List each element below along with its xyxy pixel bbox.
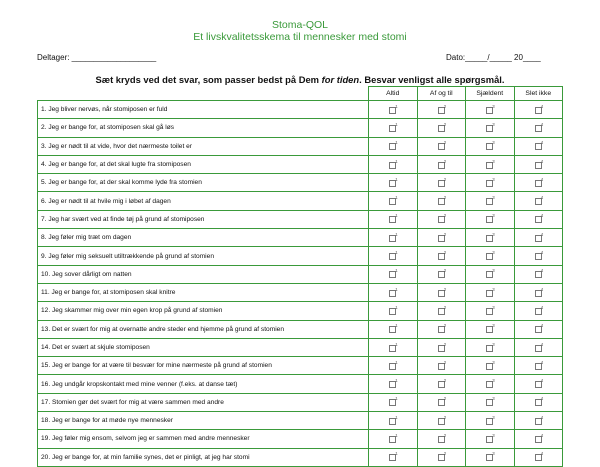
answer-checkbox[interactable]	[389, 432, 398, 443]
answer-checkbox[interactable]	[438, 103, 447, 114]
table-header-row	[38, 87, 563, 101]
question-text: 5. Jeg er bange for, at der skal komme lyde fra stomien	[38, 174, 369, 192]
table-row	[38, 192, 563, 210]
answer-cell-altid	[369, 448, 418, 466]
answer-cell-af-og-til	[417, 155, 466, 173]
answer-cell-sjaeldent	[466, 137, 515, 155]
answer-checkbox[interactable]	[438, 195, 447, 205]
question-text: 11. Jeg er bange for, at stomiposen skal knitre	[38, 283, 369, 301]
option-code: 2	[443, 140, 447, 146]
option-code: 4	[540, 231, 544, 237]
answer-checkbox[interactable]	[535, 121, 544, 132]
option-code: 1	[395, 195, 398, 201]
option-code: 3	[492, 250, 495, 256]
form-title: Stoma-QOL	[271, 19, 329, 31]
answer-cell-sjaeldent	[466, 448, 515, 466]
option-code: 3	[492, 378, 495, 384]
answer-cell-sjaeldent	[466, 210, 515, 228]
answer-cell-slet-ikke	[514, 320, 563, 338]
answer-cell-altid	[369, 357, 418, 375]
table-row	[38, 357, 563, 375]
option-code: 4	[540, 323, 544, 329]
answer-cell-slet-ikke	[514, 247, 563, 265]
answer-cell-sjaeldent	[466, 375, 515, 393]
answer-cell-af-og-til	[417, 302, 466, 320]
answer-checkbox[interactable]	[535, 158, 544, 169]
answer-cell-af-og-til	[417, 247, 466, 265]
answer-checkbox[interactable]	[486, 378, 495, 388]
option-code: 4	[540, 396, 544, 402]
option-code: 3	[492, 140, 495, 146]
answer-cell-slet-ikke	[514, 155, 563, 173]
answer-cell-slet-ikke	[514, 393, 563, 411]
option-code: 4	[540, 414, 544, 420]
answer-checkbox[interactable]	[389, 359, 398, 370]
answer-cell-sjaeldent	[466, 338, 515, 356]
option-code: 2	[443, 231, 447, 237]
answer-cell-altid	[369, 247, 418, 265]
answer-cell-altid	[369, 375, 418, 393]
answer-cell-altid	[369, 155, 418, 173]
table-row	[38, 155, 563, 173]
answer-cell-altid	[369, 393, 418, 411]
form-subtitle: Et livskvalitetsskema til mennesker med stomi	[193, 31, 407, 43]
answer-checkbox[interactable]	[389, 378, 398, 388]
option-code: 3	[492, 451, 495, 457]
table-row	[38, 283, 563, 301]
table-row	[38, 174, 563, 192]
option-code: 1	[395, 140, 398, 146]
answer-checkbox[interactable]	[535, 286, 544, 297]
answer-checkbox[interactable]	[535, 451, 544, 461]
option-code: 1	[395, 231, 398, 237]
answer-cell-af-og-til	[417, 283, 466, 301]
answer-cell-af-og-til	[417, 265, 466, 283]
answer-checkbox[interactable]	[486, 286, 495, 297]
answer-cell-altid	[369, 412, 418, 430]
answer-checkbox[interactable]	[486, 323, 495, 333]
answer-cell-sjaeldent	[466, 247, 515, 265]
answer-cell-slet-ikke	[514, 430, 563, 448]
question-column-header	[38, 87, 369, 101]
answer-checkbox[interactable]	[438, 341, 447, 352]
answer-checkbox[interactable]	[389, 451, 398, 461]
date-field[interactable]: Dato:_____/_____ 20____	[446, 53, 541, 62]
answer-checkbox[interactable]	[486, 250, 495, 260]
answer-cell-sjaeldent	[466, 174, 515, 192]
answer-cell-af-og-til	[417, 101, 466, 119]
option-code: 3	[492, 323, 495, 329]
answer-cell-altid	[369, 283, 418, 301]
option-code: 4	[540, 378, 544, 384]
answer-checkbox[interactable]	[535, 250, 544, 260]
answer-cell-altid	[369, 174, 418, 192]
option-code: 3	[492, 359, 495, 365]
answer-checkbox[interactable]	[438, 323, 447, 333]
answer-checkbox[interactable]	[389, 323, 398, 333]
option-code: 2	[443, 268, 447, 274]
answer-checkbox[interactable]	[535, 432, 544, 443]
table-row	[38, 320, 563, 338]
option-header-sjaeldent: Sjældent	[466, 87, 515, 101]
option-code: 3	[492, 286, 495, 292]
option-code: 2	[443, 359, 447, 365]
option-code: 3	[492, 121, 495, 127]
answer-checkbox[interactable]	[438, 304, 447, 315]
answer-cell-af-og-til	[417, 448, 466, 466]
answer-cell-slet-ikke	[514, 283, 563, 301]
option-code: 1	[395, 323, 398, 329]
instruction-emphasis: for tiden	[321, 74, 360, 85]
answer-cell-sjaeldent	[466, 265, 515, 283]
answer-checkbox[interactable]	[535, 359, 544, 370]
answer-cell-altid	[369, 137, 418, 155]
answer-checkbox[interactable]	[535, 396, 544, 406]
answer-cell-af-og-til	[417, 412, 466, 430]
answer-checkbox[interactable]	[389, 250, 398, 260]
question-text: 10. Jeg sover dårligt om natten	[38, 265, 369, 283]
option-code: 1	[395, 432, 398, 438]
option-code: 3	[492, 213, 495, 219]
answer-cell-slet-ikke	[514, 101, 563, 119]
option-code: 1	[395, 396, 398, 402]
participant-field[interactable]: Deltager: ___________________	[37, 53, 157, 62]
option-code: 1	[395, 250, 398, 256]
question-text: 20. Jeg er bange for, at min familie synes, det er pinligt, at jeg har stomi	[38, 448, 369, 466]
answer-checkbox[interactable]	[438, 176, 447, 187]
answer-cell-altid	[369, 229, 418, 247]
option-code: 3	[492, 103, 495, 109]
question-text: 8. Jeg føler mig træt om dagen	[38, 229, 369, 247]
option-code: 3	[492, 432, 495, 438]
option-code: 2	[443, 250, 447, 256]
answer-cell-sjaeldent	[466, 393, 515, 411]
answer-cell-sjaeldent	[466, 357, 515, 375]
table-row	[38, 302, 563, 320]
table-row	[38, 393, 563, 411]
option-code: 1	[395, 341, 398, 347]
option-code: 3	[492, 231, 495, 237]
option-code: 2	[443, 158, 447, 164]
answer-checkbox[interactable]	[389, 414, 398, 425]
answer-checkbox[interactable]	[389, 341, 398, 352]
option-code: 1	[395, 359, 398, 365]
answer-checkbox[interactable]	[389, 286, 398, 297]
option-code: 1	[395, 451, 398, 457]
option-code: 4	[540, 176, 544, 182]
option-code: 3	[492, 268, 495, 274]
option-code: 4	[540, 359, 544, 365]
answer-checkbox[interactable]	[389, 103, 398, 114]
answer-checkbox[interactable]	[389, 121, 398, 132]
option-code: 4	[540, 121, 544, 127]
answer-checkbox[interactable]	[535, 231, 544, 242]
option-code: 2	[443, 286, 447, 292]
option-header-af-og-til: Af og til	[417, 87, 466, 101]
option-code: 4	[540, 286, 544, 292]
answer-checkbox[interactable]	[438, 158, 447, 169]
answer-checkbox[interactable]	[535, 213, 544, 223]
answer-checkbox[interactable]	[486, 396, 495, 406]
option-code: 1	[395, 378, 398, 384]
answer-cell-sjaeldent	[466, 101, 515, 119]
answer-checkbox[interactable]	[535, 195, 544, 205]
answer-cell-sjaeldent	[466, 155, 515, 173]
answer-checkbox[interactable]	[486, 432, 495, 443]
answer-cell-af-og-til	[417, 430, 466, 448]
answer-checkbox[interactable]	[438, 140, 447, 150]
option-code: 3	[492, 304, 495, 310]
answer-cell-af-og-til	[417, 338, 466, 356]
answer-checkbox[interactable]	[389, 140, 398, 150]
question-text: 3. Jeg er nødt til at vide, hvor det nærmeste toilet er	[38, 137, 369, 155]
answer-cell-sjaeldent	[466, 229, 515, 247]
question-text: 2. Jeg er bange for, at stomiposen skal gå løs	[38, 119, 369, 137]
option-code: 2	[443, 396, 447, 402]
answer-cell-altid	[369, 192, 418, 210]
option-code: 2	[443, 378, 447, 384]
option-code: 1	[395, 414, 398, 420]
option-code: 4	[540, 140, 544, 146]
option-code: 4	[540, 213, 544, 219]
answer-cell-slet-ikke	[514, 302, 563, 320]
answer-checkbox[interactable]	[535, 341, 544, 352]
answer-checkbox[interactable]	[438, 432, 447, 443]
answer-cell-altid	[369, 430, 418, 448]
option-code: 1	[395, 103, 398, 109]
answer-checkbox[interactable]	[486, 304, 495, 315]
option-code: 4	[540, 195, 544, 201]
option-code: 1	[395, 121, 398, 127]
table-row	[38, 338, 563, 356]
question-text: 4. Jeg er bange for, at det skal lugte fra stomiposen	[38, 155, 369, 173]
answer-checkbox[interactable]	[486, 195, 495, 205]
answer-cell-slet-ikke	[514, 357, 563, 375]
answer-checkbox[interactable]	[389, 304, 398, 315]
option-header-altid: Altid	[369, 87, 418, 101]
answer-cell-slet-ikke	[514, 448, 563, 466]
option-code: 3	[492, 341, 495, 347]
answer-cell-slet-ikke	[514, 210, 563, 228]
answer-cell-altid	[369, 101, 418, 119]
option-code: 2	[443, 304, 447, 310]
option-header-slet-ikke: Slet ikke	[514, 87, 563, 101]
instruction-after: . Besvar venligst alle spørgsmål.	[359, 74, 505, 85]
answer-checkbox[interactable]	[486, 359, 495, 370]
option-code: 2	[443, 451, 447, 457]
option-code: 4	[540, 341, 544, 347]
answer-checkbox[interactable]	[535, 268, 544, 278]
answer-checkbox[interactable]	[535, 378, 544, 388]
question-text: 19. Jeg føler mig ensom, selvom jeg er sammen med andre mennesker	[38, 430, 369, 448]
answer-checkbox[interactable]	[438, 121, 447, 132]
question-rows	[38, 101, 563, 467]
table-row	[38, 210, 563, 228]
answer-cell-af-og-til	[417, 192, 466, 210]
answer-checkbox[interactable]	[389, 213, 398, 223]
table-row	[38, 375, 563, 393]
instruction-before: Sæt kryds ved det svar, som passer bedst på Dem	[95, 74, 322, 85]
answer-cell-af-og-til	[417, 119, 466, 137]
option-code: 1	[395, 304, 398, 310]
answer-checkbox[interactable]	[535, 140, 544, 150]
answer-cell-altid	[369, 265, 418, 283]
answer-checkbox[interactable]	[535, 323, 544, 333]
answer-cell-slet-ikke	[514, 375, 563, 393]
answer-checkbox[interactable]	[438, 268, 447, 278]
option-code: 2	[443, 195, 447, 201]
answer-checkbox[interactable]	[389, 158, 398, 169]
option-code: 4	[540, 451, 544, 457]
answer-checkbox[interactable]	[438, 286, 447, 297]
answer-checkbox[interactable]	[389, 231, 398, 242]
answer-cell-altid	[369, 119, 418, 137]
question-text: 14. Det er svært at skjule stomiposen	[38, 338, 369, 356]
answer-cell-slet-ikke	[514, 119, 563, 137]
answer-cell-slet-ikke	[514, 229, 563, 247]
answer-checkbox[interactable]	[389, 396, 398, 406]
option-code: 1	[395, 158, 398, 164]
question-text: 17. Stomien gør det svært for mig at være sammen med andre	[38, 393, 369, 411]
option-code: 2	[443, 323, 447, 329]
option-code: 3	[492, 195, 495, 201]
question-text: 18. Jeg er bange for at møde nye mennesker	[38, 412, 369, 430]
answer-checkbox[interactable]	[486, 341, 495, 352]
option-code: 1	[395, 213, 398, 219]
answer-checkbox[interactable]	[438, 231, 447, 242]
question-text: 16. Jeg undgår kropskontakt med mine venner (f.eks. at danse tæt)	[38, 375, 369, 393]
question-text: 9. Jeg føler mig seksuelt utiltrækkende på grund af stomien	[38, 247, 369, 265]
answer-checkbox[interactable]	[486, 451, 495, 461]
answer-cell-af-og-til	[417, 174, 466, 192]
answer-cell-af-og-til	[417, 393, 466, 411]
question-text: 7. Jeg har svært ved at finde tøj på grund af stomiposen	[38, 210, 369, 228]
table-row	[38, 119, 563, 137]
answer-cell-slet-ikke	[514, 265, 563, 283]
option-code: 3	[492, 414, 495, 420]
answer-cell-altid	[369, 320, 418, 338]
instruction-text	[0, 74, 600, 85]
option-code: 4	[540, 304, 544, 310]
answer-checkbox[interactable]	[486, 140, 495, 150]
answer-checkbox[interactable]	[486, 103, 495, 114]
answer-checkbox[interactable]	[438, 250, 447, 260]
option-code: 2	[443, 176, 447, 182]
answer-cell-sjaeldent	[466, 302, 515, 320]
answer-checkbox[interactable]	[438, 396, 447, 406]
answer-cell-af-og-til	[417, 137, 466, 155]
answer-cell-af-og-til	[417, 210, 466, 228]
answer-cell-af-og-til	[417, 320, 466, 338]
answer-checkbox[interactable]	[535, 176, 544, 187]
option-code: 2	[443, 213, 447, 219]
answer-cell-altid	[369, 338, 418, 356]
answer-cell-sjaeldent	[466, 320, 515, 338]
answer-cell-af-og-til	[417, 229, 466, 247]
answer-checkbox[interactable]	[389, 176, 398, 187]
answer-cell-sjaeldent	[466, 283, 515, 301]
answer-checkbox[interactable]	[486, 121, 495, 132]
question-text: 1. Jeg bliver nervøs, når stomiposen er fuld	[38, 101, 369, 119]
table-row	[38, 265, 563, 283]
option-code: 3	[492, 158, 495, 164]
answer-cell-slet-ikke	[514, 338, 563, 356]
answer-cell-af-og-til	[417, 375, 466, 393]
table-row	[38, 412, 563, 430]
answer-cell-slet-ikke	[514, 174, 563, 192]
answer-cell-altid	[369, 302, 418, 320]
option-code: 2	[443, 414, 447, 420]
answer-checkbox[interactable]	[486, 158, 495, 169]
answer-checkbox[interactable]	[389, 268, 398, 278]
option-code: 2	[443, 432, 447, 438]
answer-checkbox[interactable]	[438, 359, 447, 370]
option-code: 2	[443, 103, 447, 109]
option-code: 4	[540, 432, 544, 438]
option-code: 3	[492, 176, 495, 182]
option-code: 4	[540, 158, 544, 164]
table-row	[38, 448, 563, 466]
answer-cell-altid	[369, 210, 418, 228]
table-row	[38, 229, 563, 247]
option-code: 4	[540, 268, 544, 274]
answer-checkbox[interactable]	[535, 304, 544, 315]
question-text: 6. Jeg er nødt til at hvile mig i løbet af dagen	[38, 192, 369, 210]
answer-cell-slet-ikke	[514, 192, 563, 210]
answer-cell-sjaeldent	[466, 430, 515, 448]
table-row	[38, 430, 563, 448]
option-code: 2	[443, 121, 447, 127]
answer-cell-af-og-til	[417, 357, 466, 375]
answer-cell-slet-ikke	[514, 137, 563, 155]
answer-checkbox[interactable]	[438, 451, 447, 461]
option-code: 4	[540, 103, 544, 109]
answer-checkbox[interactable]	[535, 103, 544, 114]
option-code: 1	[395, 286, 398, 292]
answer-checkbox[interactable]	[438, 378, 447, 388]
question-table	[37, 86, 563, 467]
answer-cell-slet-ikke	[514, 412, 563, 430]
question-text: 13. Det er svært for mig at overnatte andre steder end hjemme på grund af stomien	[38, 320, 369, 338]
answer-cell-sjaeldent	[466, 412, 515, 430]
answer-checkbox[interactable]	[486, 268, 495, 278]
answer-checkbox[interactable]	[486, 176, 495, 187]
answer-checkbox[interactable]	[486, 231, 495, 242]
table-row	[38, 247, 563, 265]
answer-checkbox[interactable]	[389, 195, 398, 205]
question-text: 15. Jeg er bange for at være til besvær for mine nærmeste på grund af stomien	[38, 357, 369, 375]
option-code: 4	[540, 250, 544, 256]
question-text: 12. Jeg skammer mig over min egen krop på grund af stomien	[38, 302, 369, 320]
answer-checkbox[interactable]	[438, 213, 447, 223]
answer-checkbox[interactable]	[486, 414, 495, 425]
table-row	[38, 101, 563, 119]
option-code: 2	[443, 341, 447, 347]
answer-checkbox[interactable]	[486, 213, 495, 223]
answer-checkbox[interactable]	[535, 414, 544, 425]
option-code: 1	[395, 268, 398, 274]
option-code: 3	[492, 396, 495, 402]
option-code: 1	[395, 176, 398, 182]
answer-checkbox[interactable]	[438, 414, 447, 425]
answer-cell-sjaeldent	[466, 192, 515, 210]
table-row	[38, 137, 563, 155]
answer-cell-sjaeldent	[466, 119, 515, 137]
